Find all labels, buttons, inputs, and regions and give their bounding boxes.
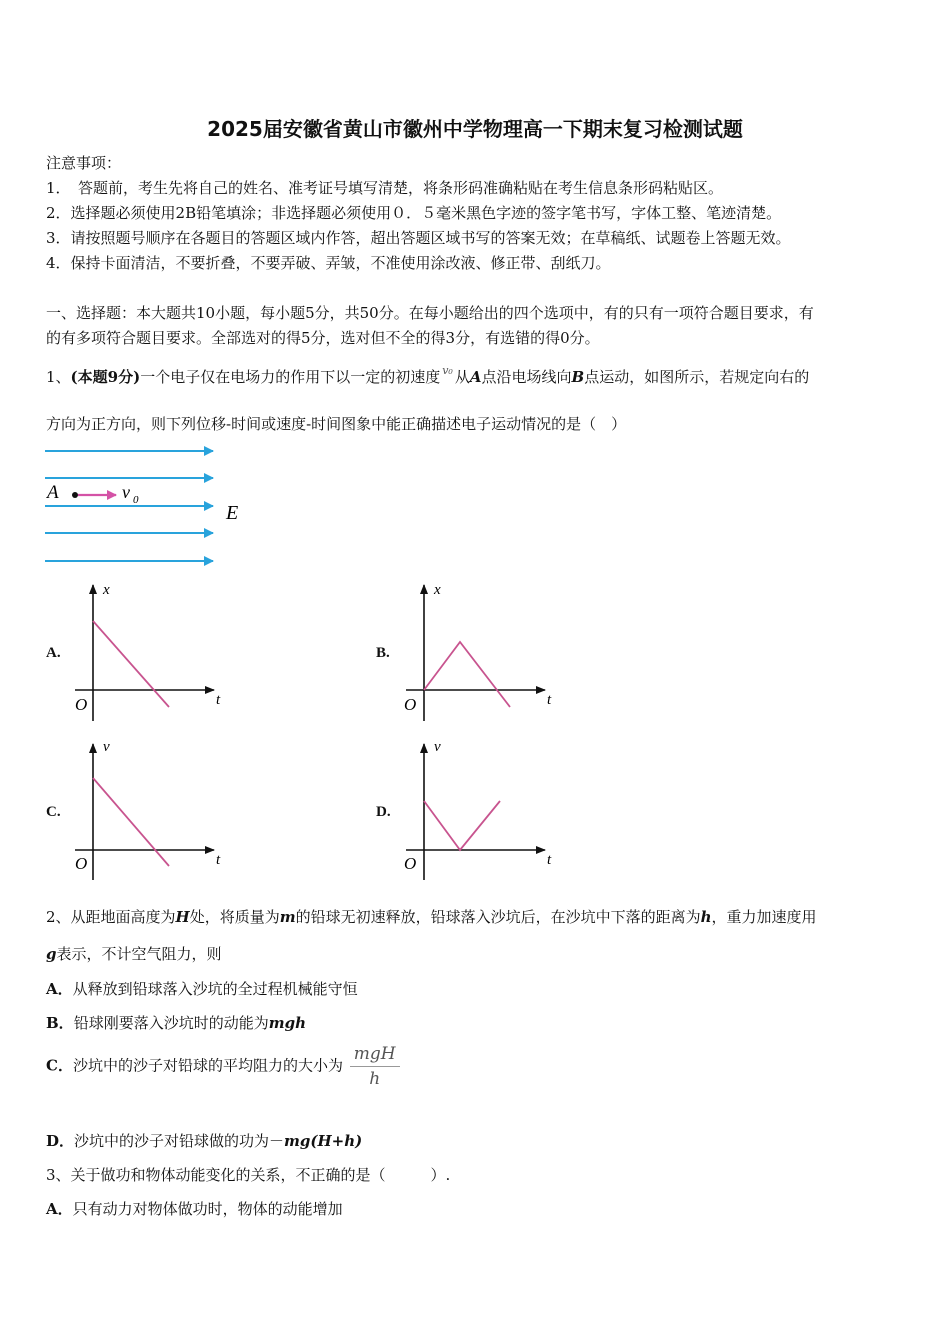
origin-label: O [75,854,88,873]
field-e-label: E [226,502,239,524]
v0-subscript: 0 [133,494,139,506]
graph-c [70,737,230,882]
graph-d-line [424,801,500,850]
notice-item-2: 2．选择题必须使用2B铅笔填涂；非选择题必须使用０．５毫米黑色字迹的签字笔书写，字体工整、笔迹清楚。 [46,204,782,222]
x-axis-label: t [216,692,221,708]
x-axis-label: t [547,692,552,708]
question-1-stem: 1、(本题9分)一个电子仅在电场力的作用下以一定的初速度 $^{v_0}$ 从A点沿电场线向B点运动，如图所示，若规定向右的 [46,364,810,386]
section-heading-line2: 的有多项符合题目要求。全部选对的得5分，选对但不全的得3分，有选错的得0分。 [46,329,600,347]
fraction-mgh-over-h: $\frac{\text{mgH}}{h}$ [350,1044,400,1089]
question-1-number: 1、 [46,368,71,386]
option-a-label[interactable]: A. [46,645,61,661]
notice-item-3: 3．请按照题号顺序在各题目的答题区域内作答，超出答题区域书写的答案无效；在草稿纸、试题卷上答题无效。 [46,229,791,247]
question-2-option-c[interactable]: C．沙坑中的沙子对铅球的平均阻力的大小为 $\frac{\text{mgH}}{h}$ [46,1044,400,1089]
question-3-option-a[interactable]: A．只有动力对物体做功时，物体的动能增加 [46,1200,343,1218]
v0-symbol: v₀ [442,364,453,377]
y-axis-label: x [434,582,441,598]
section-heading-line1: 一、选择题：本大题共10小题，每小题5分，共50分。在每小题给出的四个选项中，有的只有一项符合题目要求，有 [46,304,814,322]
option-c-label[interactable]: C. [46,804,61,820]
graph-b-line [424,642,510,707]
y-axis-label: x [103,582,110,598]
origin-label: O [404,695,417,714]
option-b-label[interactable]: B. [376,645,390,661]
v0-label: v [122,482,130,502]
question-2-option-d[interactable]: D．沙坑中的沙子对铅球做的功为－mg(H+h) [46,1132,363,1150]
graph-d [401,737,561,882]
x-axis-label: t [216,852,221,868]
question-1-tag: (本题9分) [70,368,141,386]
option-d-label[interactable]: D. [376,804,391,820]
origin-label: O [75,695,88,714]
notice-heading: 注意事项： [46,154,122,172]
question-2-stem: 2、从距地面高度为H处，将质量为m的铅球无初速释放，铅球落入沙坑后，在沙坑中下落的距离为h，重力加速度用 [46,908,817,926]
point-a-dot [72,492,78,498]
graph-c-line [93,778,169,866]
point-a-label: A [47,482,59,503]
y-axis-label: v [103,739,110,755]
graph-b [401,578,561,723]
graph-a-line [93,621,169,707]
question-2-stem-line2: g表示，不计空气阻力，则 [46,945,222,963]
question-2-option-b[interactable]: B．铅球刚要落入沙坑时的动能为mgh [46,1014,306,1032]
question-1-stem-line2: 方向为正方向，则下列位移-时间或速度-时间图象中能正确描述电子运动情况的是（ ） [46,415,627,433]
question-3-stem: 3、关于做功和物体动能变化的关系，不正确的是（ ）. [46,1166,451,1184]
origin-label: O [404,854,417,873]
question-2-option-a[interactable]: A．从释放到铅球落入沙坑的全过程机械能守恒 [46,980,358,998]
electric-field-figure [40,440,260,575]
graph-a [70,578,230,723]
notice-item-1: 1． 答题前，考生先将自己的姓名、准考证号填写清楚，将条形码准确粘贴在考生信息条形码粘贴区。 [46,179,724,197]
y-axis-label: v [434,739,441,755]
page-title: 2025届安徽省黄山市徽州中学物理高一下期末复习检测试题 [207,117,743,141]
notice-item-4: 4．保持卡面清洁，不要折叠，不要弄破、弄皱，不准使用涂改液、修正带、刮纸刀。 [46,254,611,272]
x-axis-label: t [547,852,552,868]
